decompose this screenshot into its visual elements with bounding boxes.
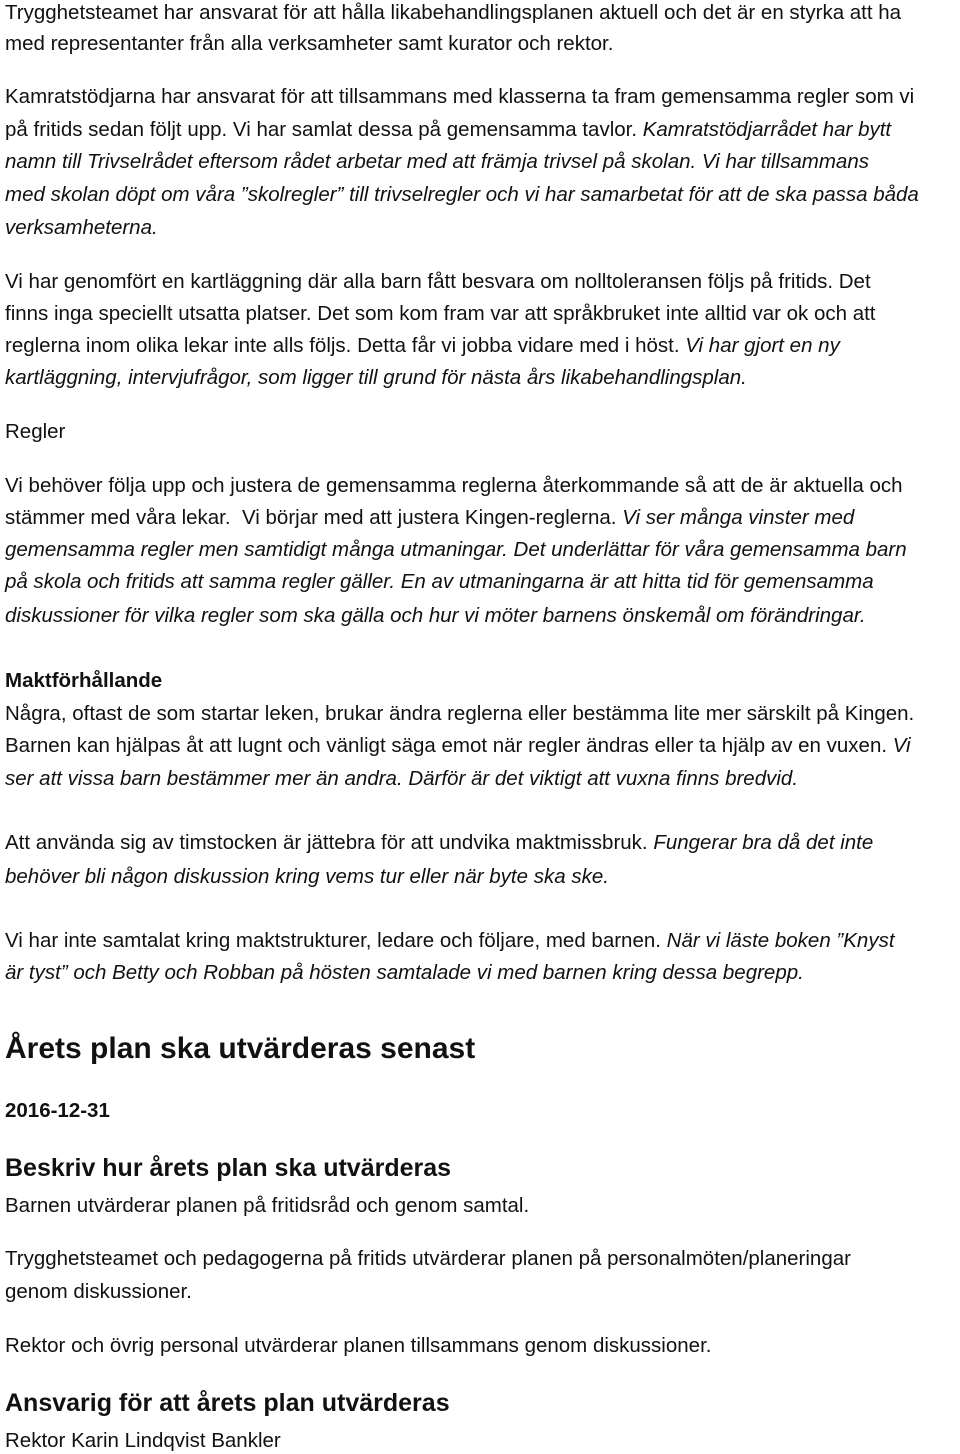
text-line: Trygghetsteamet och pedagogerna på fritids utvärderar planen på personalmöten/planeringar — [5, 1247, 851, 1270]
text-line — [5, 182, 919, 208]
text-line — [5, 333, 840, 359]
italic-segment: Fungerar bra då det inte — [653, 831, 874, 854]
italic-segment: med skolan döpt om våra ”skolregler” till trivselregler och vi har samarbetat för att de ska passa båda — [5, 183, 919, 206]
italic-segment: Vi ser många vinster med — [622, 506, 855, 529]
text-line — [5, 301, 876, 327]
text-segment: på fritids sedan följt upp. Vi har samlat dessa på gemensamma tavlor. — [5, 118, 643, 141]
text-segment: Trygghetsteamet har ansvarat för att hålla likabehandlingsplanen aktuell och det är en styrka att ha — [5, 1, 902, 24]
italic-segment: diskussioner för vilka regler som ska gälla och hur vi möter barnens önskemål om förändringar. — [5, 604, 866, 627]
italic-segment: behöver bli någon diskussion kring vems tur eller när byte ska ske. — [5, 865, 609, 888]
italic-segment: verksamheterna. — [5, 216, 158, 239]
text-line — [5, 269, 871, 295]
text-line — [5, 149, 869, 175]
text-line — [5, 864, 609, 890]
text-line — [5, 928, 895, 954]
text-segment: Kamratstödjarna har ansvarat för att tillsammans med klasserna ta fram gemensamma regler som vi — [5, 85, 915, 108]
heading-evaluation-responsible: Ansvarig för att årets plan utvärderas — [5, 1389, 450, 1417]
text-segment: reglerna inom olika lekar inte alls följs. Detta får vi jobba vidare med i höst. — [5, 334, 686, 357]
text-line — [5, 733, 911, 759]
section-heading-maktforhallande: Maktförhållande — [5, 669, 163, 692]
text-line — [5, 0, 901, 26]
text-line — [5, 603, 866, 629]
text-segment: stämmer med våra lekar. Vi börjar med att justera Kingen-reglerna. — [5, 506, 623, 529]
text-segment: med representanter från alla verksamheter samt kurator och rektor. — [5, 32, 614, 55]
text-line — [5, 215, 158, 241]
text-line — [5, 701, 914, 727]
text-segment: finns inga speciellt utsatta platser. Det som kom fram var att språkbruket inte alltid var ok och att — [5, 302, 876, 325]
text-segment: Vi har inte samtalat kring maktstrukturer, ledare och följare, med barnen. — [5, 929, 667, 952]
text-line — [5, 830, 873, 856]
text-line — [5, 569, 874, 595]
italic-segment: kartläggning, intervjufrågor, som ligger till grund för nästa års likabehandlingsplan. — [5, 366, 747, 389]
italic-segment: Vi har gjort en ny — [685, 334, 840, 357]
italic-segment: på skola och fritids att samma regler gäller. En av utmaningarna är att hitta tid för gemensamma — [5, 570, 874, 593]
text-line — [5, 117, 891, 143]
italic-segment: är tyst” och Betty och Robban på hösten samtalade vi med barnen kring dessa begrepp. — [5, 961, 804, 984]
italic-segment: ser att vissa barn bestämmer mer än andra. Därför är det viktigt att vuxna finns bredvid. — [5, 767, 799, 790]
text-line — [5, 365, 747, 391]
text-line: Barnen utvärderar planen på fritidsråd och genom samtal. — [5, 1194, 530, 1217]
responsible-person: Rektor Karin Lindqvist Bankler — [5, 1429, 281, 1452]
italic-segment: gemensamma regler men samtidigt många utmaningar. Det underlättar för våra gemensamma barn — [5, 538, 907, 561]
heading-evaluation-method: Beskriv hur årets plan ska utvärderas — [5, 1154, 452, 1182]
text-segment: Några, oftast de som startar leken, brukar ändra reglerna eller bestämma lite mer särskilt på Kingen. — [5, 702, 915, 725]
heading-evaluation-deadline: Årets plan ska utvärderas senast — [5, 1032, 476, 1065]
italic-segment: Kamratstödjarrådet har bytt — [642, 118, 892, 141]
text-line — [5, 960, 804, 986]
section-heading-regler: Regler — [5, 420, 66, 443]
text-line — [5, 766, 798, 792]
text-line: genom diskussioner. — [5, 1280, 192, 1303]
italic-segment: Vi — [892, 734, 911, 757]
evaluation-date: 2016-12-31 — [5, 1099, 110, 1122]
text-segment: Vi har genomfört en kartläggning där alla barn fått besvara om nolltoleransen följs på fritids. Det — [5, 270, 871, 293]
text-segment: Vi behöver följa upp och justera de gemensamma reglerna återkommande så att de är aktuella och — [5, 474, 903, 497]
text-line — [5, 505, 854, 531]
italic-segment: När vi läste boken ”Knyst — [666, 929, 895, 952]
text-line: Rektor och övrig personal utvärderar planen tillsammans genom diskussioner. — [5, 1334, 712, 1357]
text-segment: Att använda sig av timstocken är jättebra för att undvika maktmissbruk. — [5, 831, 654, 854]
text-line — [5, 537, 907, 563]
text-line — [5, 31, 613, 57]
italic-segment: namn till Trivselrådet eftersom rådet arbetar med att främja trivsel på skolan. Vi har tillsammans — [5, 150, 869, 173]
text-line — [5, 473, 903, 499]
text-line — [5, 84, 914, 110]
text-segment: Barnen kan hjälpas åt att lugnt och vänligt säga emot när regler ändras eller ta hjälp av en vuxen. — [5, 734, 893, 757]
